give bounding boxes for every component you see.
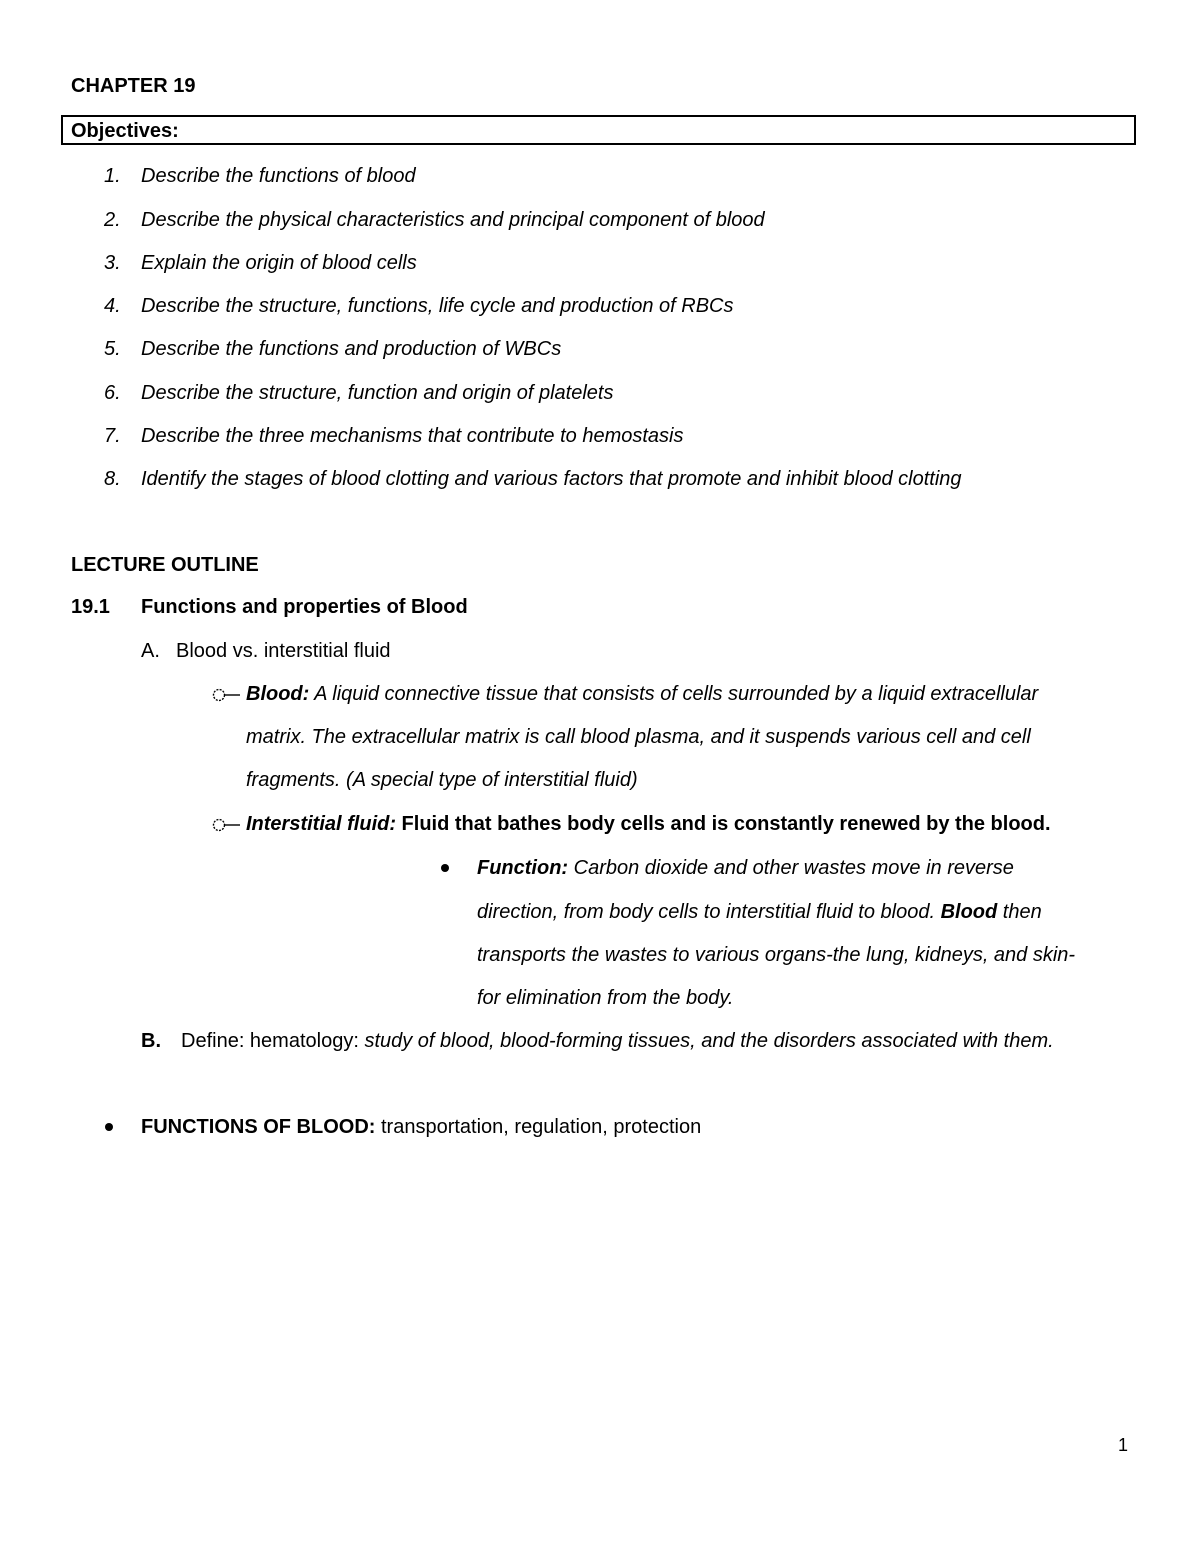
objective-item: Describe the structure, functions, life cycle and production of RBCs — [141, 295, 734, 317]
function-term: Function: — [477, 857, 569, 879]
bullet-icon — [441, 864, 449, 872]
lecture-outline-heading: LECTURE OUTLINE — [71, 554, 259, 576]
objectives-box — [61, 115, 1136, 145]
objective-item: Describe the functions and production of WBCs — [141, 338, 562, 360]
outline-letter-a: A. — [141, 640, 160, 662]
chapter-title: CHAPTER 19 — [71, 75, 196, 97]
outline-item-a: Blood vs. interstitial fluid — [176, 640, 391, 662]
function-text: direction, from body cells to interstitial fluid to blood. — [477, 901, 941, 923]
blood-definition-text: A liquid connective tissue that consists of cells surrounded by a liquid extracellular — [309, 683, 1039, 705]
objective-number: 3. — [104, 252, 121, 274]
objective-number: 7. — [104, 425, 121, 447]
function-text: then — [997, 901, 1042, 923]
bullet-icon — [105, 1123, 113, 1131]
hematology-definition-line — [181, 1030, 1054, 1053]
interstitial-fluid-term: Interstitial fluid: — [246, 813, 396, 835]
interstitial-fluid-text: Fluid that bathes body cells and is constantly renewed by the blood. — [396, 813, 1051, 835]
objective-item: Describe the three mechanisms that contribute to hemostasis — [141, 425, 684, 447]
objective-number: 8. — [104, 468, 121, 490]
objective-item: Describe the structure, function and origin of platelets — [141, 382, 614, 404]
functions-of-blood-text: transportation, regulation, protection — [375, 1116, 702, 1138]
functions-of-blood-line — [141, 1116, 701, 1139]
function-line: for elimination from the body. — [477, 987, 734, 1009]
circle-dash-icon — [212, 688, 242, 702]
function-blood-term: Blood — [940, 901, 998, 923]
functions-of-blood-label: FUNCTIONS OF BLOOD: — [141, 1116, 376, 1138]
function-line: transports the wastes to various organs-the lung, kidneys, and skin- — [477, 944, 1076, 966]
objective-number: 2. — [104, 209, 121, 231]
blood-term: Blood: — [246, 683, 310, 705]
objectives-heading: Objectives: — [71, 120, 179, 142]
circle-dash-icon — [212, 818, 242, 832]
objective-item: Explain the origin of blood cells — [141, 252, 417, 274]
objective-item: Identify the stages of blood clotting and various factors that promote and inhibit blood clotting — [141, 468, 962, 490]
blood-definition-line: matrix. The extracellular matrix is call blood plasma, and it suspends various cell and cell — [246, 726, 1031, 748]
objective-number: 6. — [104, 382, 121, 404]
hematology-definition: study of blood, blood-forming tissues, and the disorders associated with them. — [358, 1030, 1054, 1052]
hematology-label: Define: hematology: — [181, 1030, 359, 1052]
function-line — [477, 901, 1042, 924]
section-number: 19.1 — [71, 596, 110, 618]
function-text: Carbon dioxide and other wastes move in reverse — [568, 857, 1014, 879]
objective-number: 1. — [104, 165, 121, 187]
objective-number: 5. — [104, 338, 121, 360]
objective-item: Describe the functions of blood — [141, 165, 416, 187]
blood-definition-line: fragments. (A special type of interstitial fluid) — [246, 769, 638, 791]
objective-item: Describe the physical characteristics and principal component of blood — [141, 209, 765, 231]
objective-number: 4. — [104, 295, 121, 317]
page-number: 1 — [1118, 1435, 1129, 1455]
section-title: Functions and properties of Blood — [141, 596, 468, 618]
blood-definition-line — [246, 683, 1038, 706]
outline-letter-b: B. — [141, 1030, 161, 1052]
interstitial-fluid-line — [246, 813, 1051, 836]
function-line — [477, 857, 1014, 880]
